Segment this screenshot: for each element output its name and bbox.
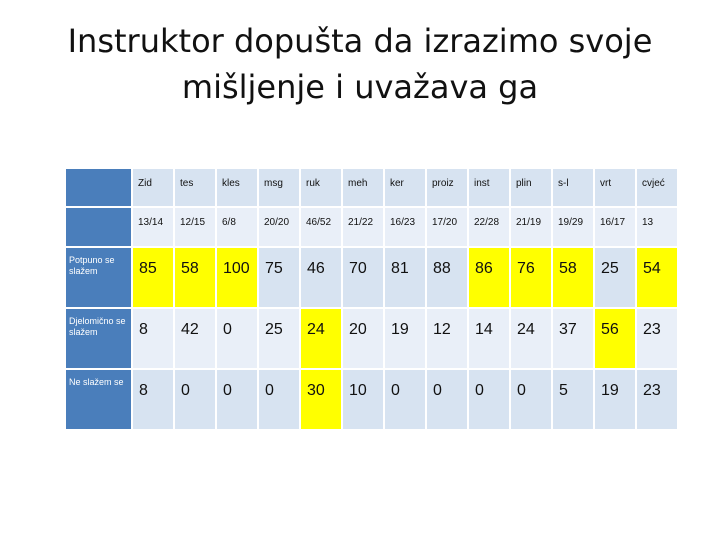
corner-cell: [66, 208, 131, 246]
response-row: [66, 370, 677, 429]
count-cell: 21/19: [511, 208, 551, 246]
count-cell: 12/15: [175, 208, 215, 246]
value-cell: 0: [259, 370, 299, 429]
value-cell: 58: [553, 248, 593, 307]
count-cell: 16/17: [595, 208, 635, 246]
value-cell: 46: [301, 248, 341, 307]
value-cell: 81: [385, 248, 425, 307]
value-cell: 30: [301, 370, 341, 429]
count-cell: 19/29: [553, 208, 593, 246]
column-header: ker: [385, 169, 425, 206]
slide-title: Instruktor dopušta da izrazimo svoje mišljenje i uvažava ga: [67, 22, 653, 106]
response-row: [66, 248, 677, 307]
column-header: cvjeć: [637, 169, 677, 206]
value-cell: 24: [301, 309, 341, 368]
value-cell: 85: [133, 248, 173, 307]
value-cell: 76: [511, 248, 551, 307]
count-cell: 16/23: [385, 208, 425, 246]
value-cell: 0: [217, 309, 257, 368]
column-header: proiz: [427, 169, 467, 206]
count-cell: 13: [637, 208, 677, 246]
value-cell: 75: [259, 248, 299, 307]
value-cell: 56: [595, 309, 635, 368]
value-cell: 0: [175, 370, 215, 429]
value-cell: 25: [595, 248, 635, 307]
count-cell: 6/8: [217, 208, 257, 246]
counts-row: [66, 208, 677, 246]
value-cell: 0: [217, 370, 257, 429]
row-label: Potpuno se slažem: [66, 248, 131, 307]
value-cell: 37: [553, 309, 593, 368]
count-cell: 21/22: [343, 208, 383, 246]
column-header: Zid: [133, 169, 173, 206]
survey-table: [64, 167, 679, 431]
value-cell: 20: [343, 309, 383, 368]
column-header: kles: [217, 169, 257, 206]
column-header: inst: [469, 169, 509, 206]
value-cell: 88: [427, 248, 467, 307]
value-cell: 0: [511, 370, 551, 429]
count-cell: 46/52: [301, 208, 341, 246]
value-cell: 5: [553, 370, 593, 429]
value-cell: 54: [637, 248, 677, 307]
value-cell: 42: [175, 309, 215, 368]
column-header: s-l: [553, 169, 593, 206]
value-cell: 0: [427, 370, 467, 429]
value-cell: 19: [385, 309, 425, 368]
value-cell: 0: [385, 370, 425, 429]
column-header: vrt: [595, 169, 635, 206]
value-cell: 8: [133, 309, 173, 368]
value-cell: 100: [217, 248, 257, 307]
count-cell: 17/20: [427, 208, 467, 246]
value-cell: 58: [175, 248, 215, 307]
row-label: Ne slažem se: [66, 370, 131, 429]
value-cell: 23: [637, 309, 677, 368]
column-header: msg: [259, 169, 299, 206]
value-cell: 24: [511, 309, 551, 368]
response-row: [66, 309, 677, 368]
value-cell: 86: [469, 248, 509, 307]
count-cell: 13/14: [133, 208, 173, 246]
value-cell: 25: [259, 309, 299, 368]
column-header: meh: [343, 169, 383, 206]
header-row: [66, 169, 677, 206]
row-label: Djelomično se slažem: [66, 309, 131, 368]
column-header: ruk: [301, 169, 341, 206]
value-cell: 10: [343, 370, 383, 429]
value-cell: 19: [595, 370, 635, 429]
value-cell: 0: [469, 370, 509, 429]
count-cell: 20/20: [259, 208, 299, 246]
value-cell: 14: [469, 309, 509, 368]
value-cell: 8: [133, 370, 173, 429]
value-cell: 12: [427, 309, 467, 368]
corner-cell: [66, 169, 131, 206]
column-header: tes: [175, 169, 215, 206]
value-cell: 23: [637, 370, 677, 429]
count-cell: 22/28: [469, 208, 509, 246]
column-header: plin: [511, 169, 551, 206]
value-cell: 70: [343, 248, 383, 307]
